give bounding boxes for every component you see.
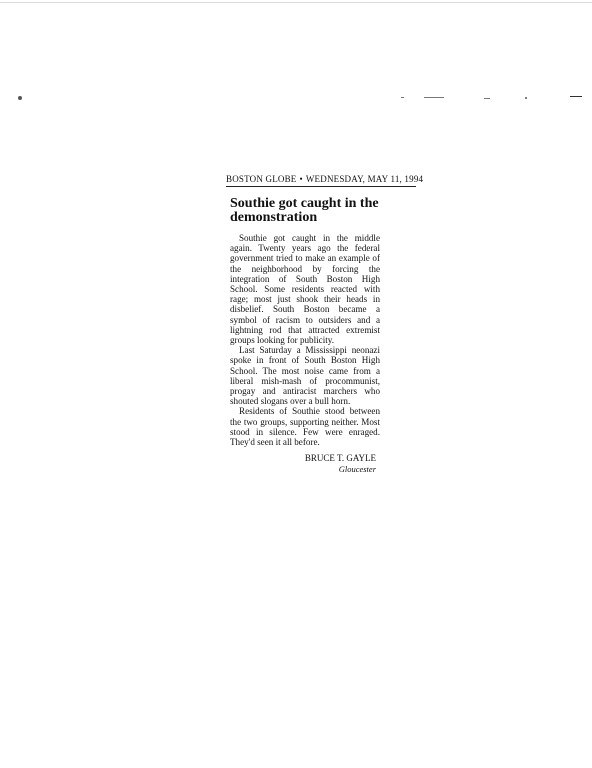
scan-mark — [0, 2, 592, 3]
article-paragraph: Residents of Southie stood between the two groups, supporting neither. Most stood in silence. Few were enraged. They'd seen it all before. — [230, 406, 380, 448]
scan-speck — [525, 97, 527, 99]
scan-mark — [570, 96, 582, 97]
article-paragraph: Southie got caught in the middle again. Twenty years ago the federal government tried to make an example of the neighborhood by forcing the integration of South Boston High School. Some residents reacted with rage; most just shook their heads in disbelief. South Boston became a symbol of racism to outsiders and a lightning rod that attracted extremist groups looking for publicity. — [230, 233, 380, 346]
newspaper-name: BOSTON GLOBE — [226, 174, 297, 184]
article-headline: Southie got caught in the demonstration — [230, 196, 379, 225]
author-name: BRUCE T. GAYLE — [304, 453, 376, 464]
masthead — [226, 174, 424, 187]
scan-speck — [18, 96, 22, 100]
article-body — [230, 233, 380, 447]
scan-mark — [401, 97, 404, 98]
letter-signature — [224, 453, 376, 475]
newspaper-clipping — [224, 174, 424, 475]
scan-mark — [424, 97, 444, 98]
scan-mark — [484, 98, 490, 99]
publication-date: WEDNESDAY, MAY 11, 1994 — [305, 174, 424, 184]
author-town: Gloucester — [338, 464, 376, 475]
article-paragraph: Last Saturday a Mississippi neonazi spoke in front of South Boston High School. The most noise came from a liberal mish-mash of procommunist, progay and antiracist marchers who shouted slogans over a bull horn. — [230, 345, 380, 407]
masthead-bullet: • — [299, 174, 303, 184]
